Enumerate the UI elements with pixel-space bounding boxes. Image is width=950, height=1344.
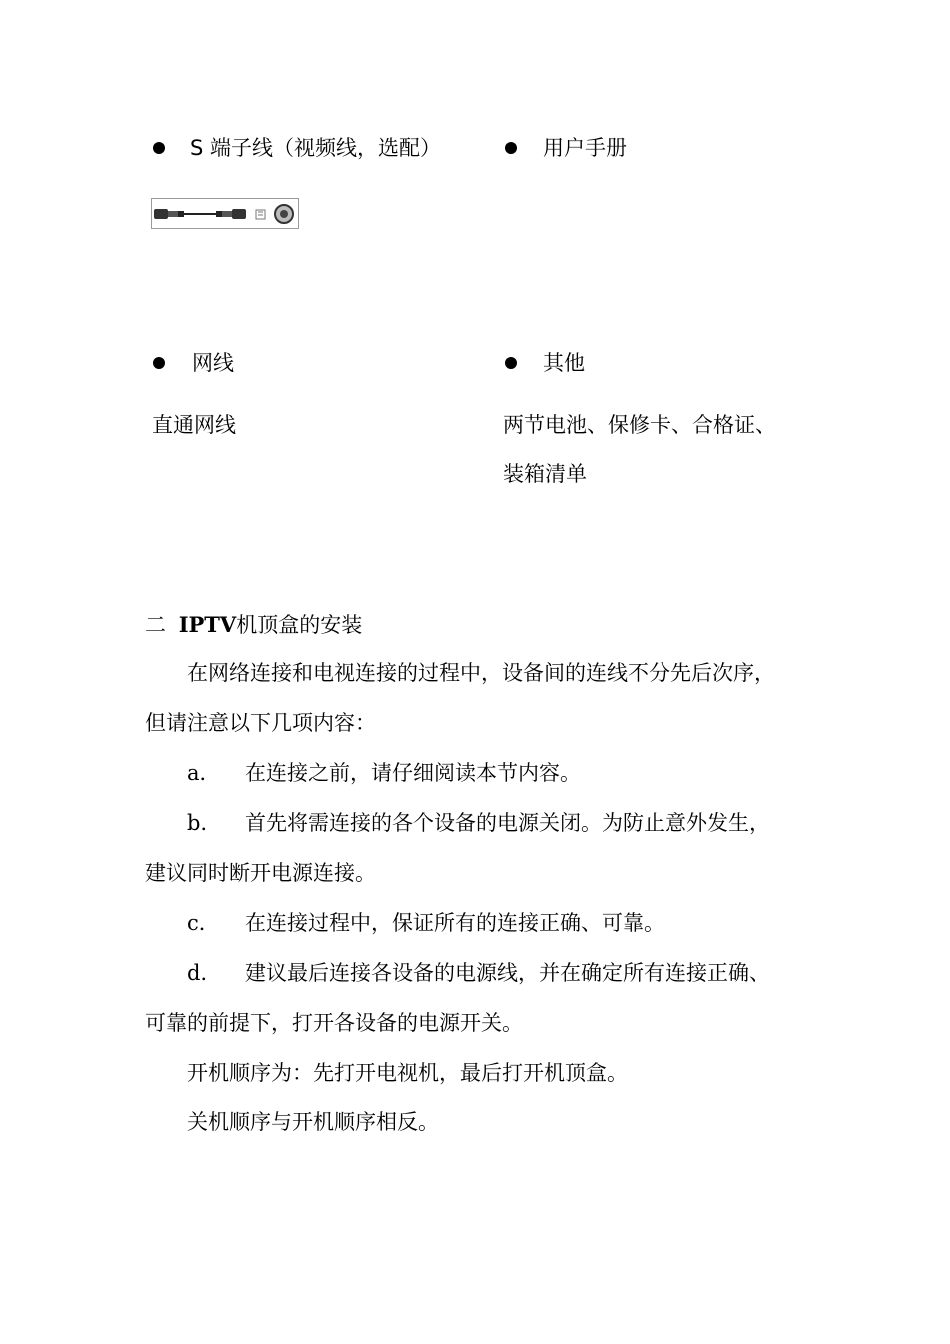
list-item-text: 在连接之前，请仔细阅读本节内容。 (245, 761, 581, 785)
network-cable-label: 网线 (192, 351, 234, 375)
intro-line1: 在网络连接和电视连接的过程中，设备间的连线不分先后次序， (187, 661, 775, 685)
user-manual-label: 用户手册 (543, 136, 627, 160)
power-on-order: 开机顺序为：先打开电视机，最后打开机顶盒。 (187, 1061, 628, 1085)
intro-line2: 但请注意以下几项内容： (145, 711, 376, 735)
list-item-label: c． (187, 911, 220, 935)
list-item-b (187, 813, 770, 834)
network-cable-desc: 直通网线 (152, 413, 236, 437)
section-brand: IPTV (178, 612, 237, 637)
list-item-label: d． (187, 961, 222, 985)
list-item-a (187, 763, 581, 784)
list-item-text: 在连接过程中，保证所有的连接正确、可靠。 (245, 911, 665, 935)
others-desc-line2: 装箱清单 (503, 462, 587, 486)
others-label: 其他 (543, 351, 585, 375)
others-desc-line1: 两节电池、保修卡、合格证、 (503, 413, 776, 437)
section-title: 机顶盒的安装 (236, 613, 363, 637)
cable-icon (152, 199, 298, 228)
bullet-user-manual (505, 142, 517, 154)
list-item-d (187, 963, 770, 984)
list-item-c (187, 913, 665, 934)
section-heading (145, 614, 362, 636)
bullet-network-cable (153, 357, 165, 369)
section-number: 二 (145, 613, 166, 637)
list-item-label: a． (187, 761, 221, 785)
bullet-s-video (153, 142, 165, 154)
s-video-cable-label: S 端子线（视频线，选配） (190, 136, 442, 160)
list-item-label: b． (187, 811, 222, 835)
list-item-text: 建议最后连接各设备的电源线，并在确定所有连接正确、 (245, 961, 770, 985)
s-video-cable-image (151, 198, 299, 229)
bullet-others (505, 357, 517, 369)
list-item-b-continuation: 建议同时断开电源连接。 (145, 861, 376, 885)
list-item-d-continuation: 可靠的前提下，打开各设备的电源开关。 (145, 1011, 523, 1035)
power-off-order: 关机顺序与开机顺序相反。 (187, 1110, 439, 1134)
list-item-text: 首先将需连接的各个设备的电源关闭。为防止意外发生， (245, 811, 770, 835)
